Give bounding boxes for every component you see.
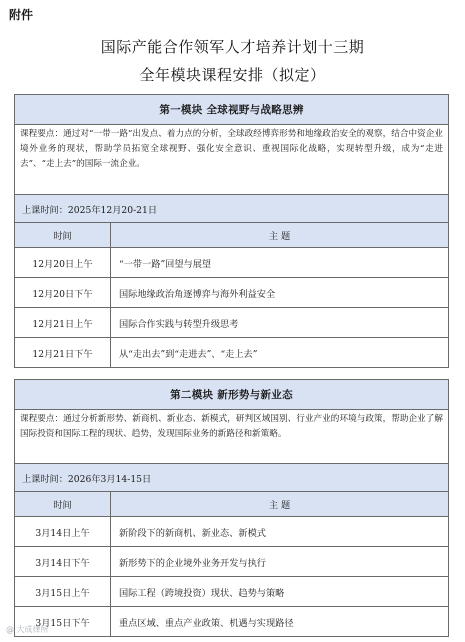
module-2-date-line: 上课时间：2026年3月14-15日 <box>15 464 449 492</box>
column-header-topic: 主 题 <box>111 492 449 517</box>
module-1-heading: 第一模块 全球视野与战略思辨 <box>15 95 449 125</box>
table-row <box>15 517 449 547</box>
table-row <box>15 607 449 637</box>
session-topic: 新形势下的企业境外业务开发与执行 <box>111 547 449 577</box>
table-row <box>15 278 449 308</box>
column-header-time: 时间 <box>15 223 111 248</box>
module-2-column-header-row <box>15 492 449 517</box>
module-2-heading: 第二模块 新形势与新业态 <box>15 380 449 410</box>
document-title-line-1: 国际产能合作领军人才培养计划十三期 <box>100 38 365 56</box>
module-2-description: 课程要点：通过分析新形势、新商机、新业态、新模式，研判区域国别、行业产业的环境与政策，帮助企业了解国际投资和国际工程的现状、趋势，发现国际业务的新路径和新策略。 <box>15 410 449 464</box>
session-topic: 国际合作实践与转型升级思考 <box>111 308 449 338</box>
session-topic: “一带一路”回望与展望 <box>111 248 449 278</box>
module-2-table <box>14 379 449 637</box>
session-topic: 国际工程（跨境投资）现状、趋势与策略 <box>111 577 449 607</box>
session-time: 12月20日上午 <box>15 248 111 278</box>
session-time: 12月20日下午 <box>15 278 111 308</box>
attachment-label: 附件 <box>9 8 34 22</box>
table-row <box>15 308 449 338</box>
table-row <box>15 338 449 368</box>
module-1-column-header-row <box>15 223 449 248</box>
module-1-date-line: 上课时间：2025年12月20-21日 <box>15 195 449 223</box>
document-title-line-2: 全年模块课程安排（拟定） <box>139 66 326 84</box>
session-time: 12月21日下午 <box>15 338 111 368</box>
session-time: 3月14日上午 <box>15 517 111 547</box>
table-row <box>15 248 449 278</box>
session-time: 3月14日下午 <box>15 547 111 577</box>
column-header-topic: 主 题 <box>111 223 449 248</box>
table-row <box>15 577 449 607</box>
session-topic: 从“走出去”到“走进去”、“走上去” <box>111 338 449 368</box>
session-topic: 重点区域、重点产业政策、机遇与实现路径 <box>111 607 449 637</box>
session-topic: 新阶段下的新商机、新业态、新模式 <box>111 517 449 547</box>
session-time: 3月15日上午 <box>15 577 111 607</box>
session-time: 12月21日上午 <box>15 308 111 338</box>
session-time: 3月15日下午 <box>15 607 111 637</box>
module-1-table <box>14 94 449 368</box>
module-1-description: 课程要点：通过对“一带一路”出发点、着力点的分析，全球政经博弈形势和地缘政治安全的观察，结合中资企业境外业务的现状，帮助学员拓宽全球视野、强化安全意识、重视国际化战略，实现转型升级，成为“走进去”、“走上去”的国际一流企业。 <box>15 125 449 195</box>
session-topic: 国际地缘政治角逐博弈与海外利益安全 <box>111 278 449 308</box>
watermark: @ 大成律所 <box>6 625 49 634</box>
column-header-time: 时间 <box>15 492 111 517</box>
table-row <box>15 547 449 577</box>
